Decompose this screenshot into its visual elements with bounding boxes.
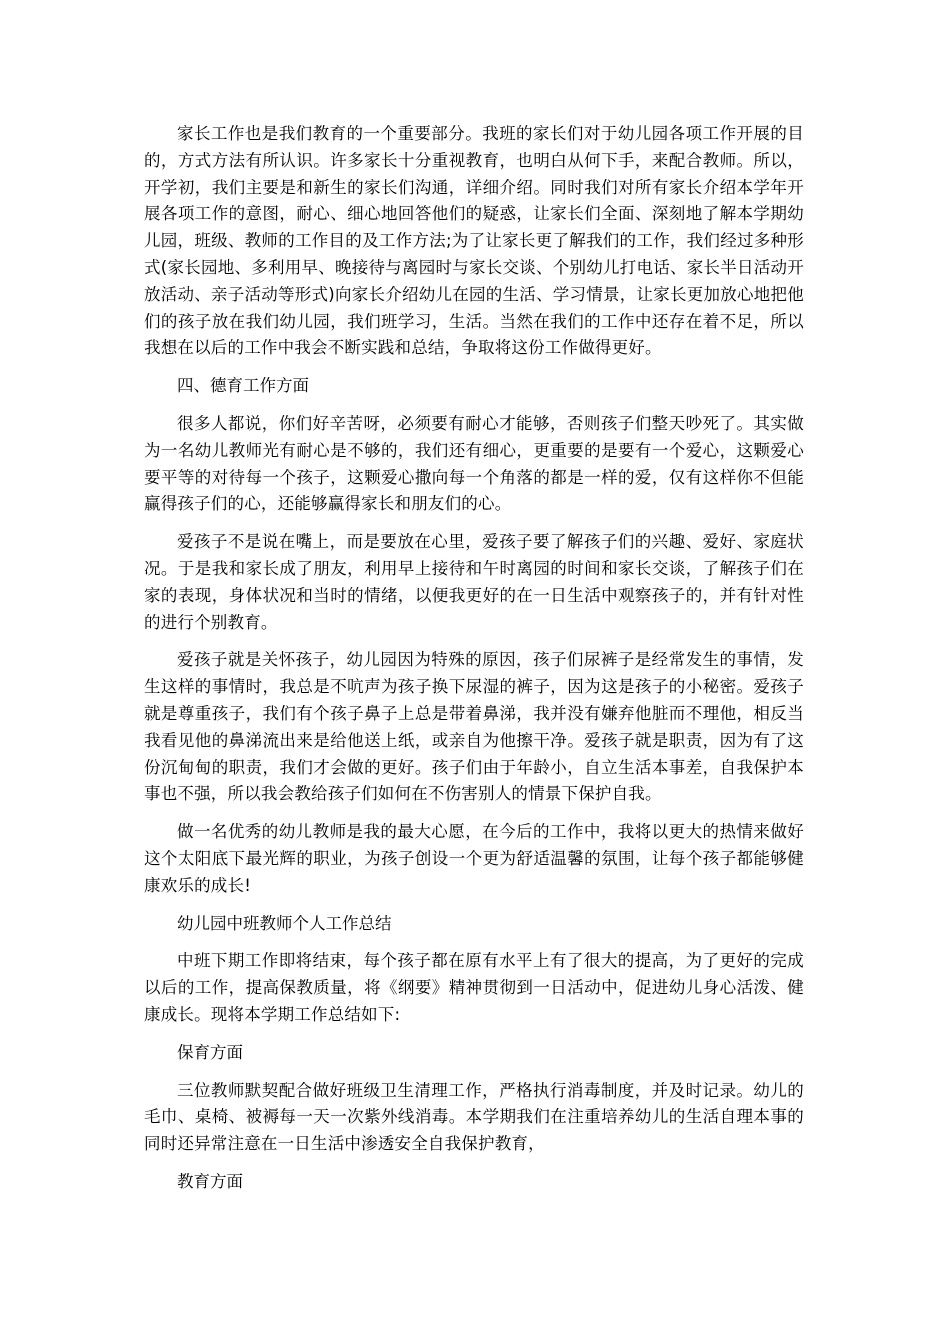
document-page: [144, 121, 804, 1207]
paragraph-nursing: 三位教师默契配合做好班级卫生清理工作，严格执行消毒制度，并及时记录。幼儿的毛巾、桌椅、被褥每一天一次紫外线消毒。本学期我们在注重培养幼儿的生活自理本事的同时还异常注意在一日生活中渗透安全自我保护教育，: [144, 1080, 804, 1154]
paragraph-care-children: 爱孩子就是关怀孩子，幼儿园因为特殊的原因，孩子们尿裤子是经常发生的事情，发生这样的事情时，我总是不吭声为孩子换下尿湿的裤子，因为这是孩子的小秘密。爱孩子就是尊重孩子，我们有个孩子鼻子上总是带着鼻涕，我并没有嫌弃他脏而不理他，相反当我看见他的鼻涕流出来是给他送上纸，或亲自为他擦干净。爱孩子就是职责，因为有了这份沉甸甸的职责，我们才会做的更好。孩子们由于年龄小，自立生活本事差，自我保护本事也不强，所以我会教给孩子们如何在不伤害别人的情景下保护自我。: [144, 650, 804, 804]
heading-nursing: 保育方面: [177, 1042, 243, 1062]
heading-moral-education: 四、德育工作方面: [177, 376, 309, 396]
paragraph-patience: 很多人都说，你们好辛苦呀，必须要有耐心才能够，否则孩子们整天吵死了。其实做为一名幼儿教师光有耐心是不够的，我们还有细心，更重要的是要有一个爱心，这颗爱心要平等的对待每一个孩子，这颗爱心撒向每一个角落的都是一样的爱，仅有这样你不但能赢得孩子们的心，还能够赢得家长和朋友们的心。: [144, 413, 804, 514]
paragraph-love-children: 爱孩子不是说在嘴上，而是要放在心里，爱孩子要了解孩子们的兴趣、爱好、家庭状况。于是我和家长成了朋友，利用早上接待和午时离园的时间和家长交谈，了解孩子们在家的表现，身体状况和当时的情绪，以便我更好的在一日生活中观察孩子的，并有针对性的进行个别教育。: [144, 532, 804, 632]
heading-education: 教育方面: [177, 1171, 243, 1191]
paragraph-parent-work: 家长工作也是我们教育的一个重要部分。我班的家长们对于幼儿园各项工作开展的目的，方式方法有所认识。许多家长十分重视教育，也明白从何下手，来配合教师。所以，开学初，我们主要是和新生的家长们沟通，详细介绍。同时我们对所有家长介绍本学年开展各项工作的意图，耐心、细心地回答他们的疑惑，让家长们全面、深刻地了解本学期幼儿园，班级、教师的工作目的及工作方法;为了让家长更了解我们的工作，我们经过多种形式(家长园地、多利用早、晚接待与离园时与家长交谈、个别幼儿打电话、家长半日活动开放活动、亲子活动等形式)向家长介绍幼儿在园的生活、学习情景，让家长更加放心地把他们的孩子放在我们幼儿园，我们班学习，生活。当然在我们的工作中还存在着不足，所以我想在以后的工作中我会不断实践和总结，争取将这份工作做得更好。: [144, 124, 804, 358]
paragraph-summary-intro: 中班下期工作即将结束，每个孩子都在原有水平上有了很大的提高，为了更好的完成以后的工作，提高保教质量，将《纲要》精神贯彻到一日活动中，促进幼儿身心活泼、健康成长。现将本学期工作总结如下:: [144, 951, 804, 1024]
heading-summary-title: 幼儿园中班教师个人工作总结: [177, 913, 392, 933]
paragraph-wish: 做一名优秀的幼儿教师是我的最大心愿，在今后的工作中，我将以更大的热情来做好这个太阳底下最光辉的职业，为孩子创设一个更为舒适温馨的氛围，让每个孩子都能够健康欢乐的成长!: [144, 822, 804, 895]
